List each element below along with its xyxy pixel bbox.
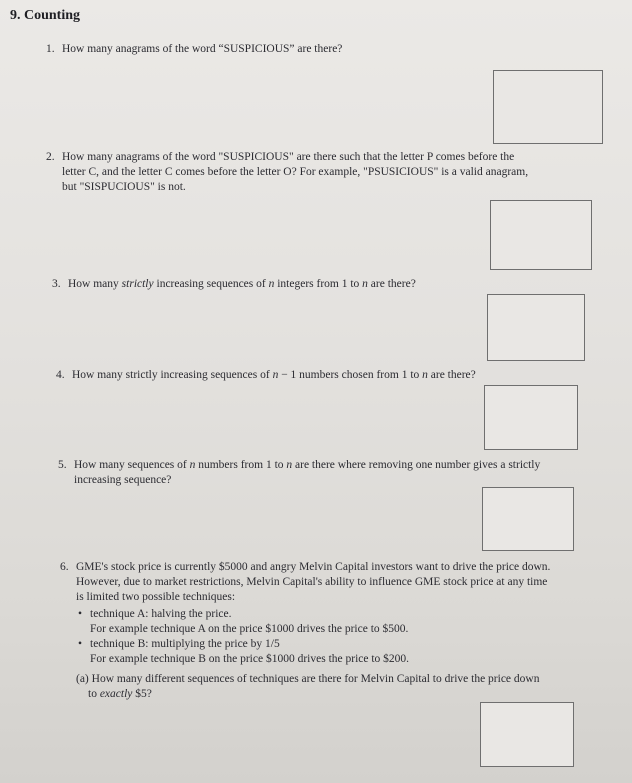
question-2-line-1: How many anagrams of the word "SUSPICIOUS" are there such that the letter P comes before the [62, 151, 515, 163]
technique-b-item [78, 637, 600, 667]
question-3-text-mid2: integers from 1 to [274, 278, 363, 290]
answer-box-2[interactable] [490, 200, 592, 270]
question-5-text-pre: How many sequences of [74, 459, 190, 471]
question-1-number: 1. [46, 43, 55, 55]
question-3-text-pre: How many [68, 278, 122, 290]
technique-b-title: • technique B: multiplying the price by 1/5 [90, 638, 280, 650]
question-3-var-n-2: n [362, 278, 368, 290]
section-title [10, 8, 80, 24]
question-6-part-a [60, 672, 600, 702]
question-3-emphasis: strictly [121, 278, 154, 290]
question-3-text-post: are there? [367, 278, 416, 290]
question-4-number: 4. [56, 369, 65, 381]
part-a-line-1: How many different sequences of techniques are there for Melvin Capital to drive the price down [91, 673, 540, 685]
question-3 [52, 277, 492, 292]
question-2-line-3: but "SISPUCIOUS" is not. [62, 181, 186, 193]
question-2 [46, 150, 606, 195]
question-2-line-2: letter C, and the letter C comes before the letter O? For example, "PSUSICIOUS" is a valid anagram, [62, 166, 529, 178]
technique-a-title: • technique A: halving the price. [90, 608, 232, 620]
question-5-var-n-2: n [286, 459, 293, 471]
question-3-text-mid: increasing sequences of [153, 278, 269, 290]
question-1-text: How many anagrams of the word “SUSPICIOUS” are there? [62, 43, 343, 55]
question-5-text-mid: numbers from 1 to [195, 459, 287, 471]
question-5 [58, 458, 598, 488]
question-5-var-n: n [189, 459, 196, 471]
answer-box-1[interactable] [493, 70, 603, 144]
question-6 [60, 560, 600, 702]
question-4-text-mid: − 1 numbers chosen from 1 to [278, 369, 423, 381]
question-4-var-n-2: n [422, 369, 428, 381]
question-3-var-n: n [268, 278, 275, 290]
part-a-text-post: $5? [132, 688, 152, 700]
technique-b-example: For example technique B on the price $1000 drives the price to $200. [90, 653, 410, 665]
question-5-text-post: are there where removing one number gives a strictly [292, 459, 541, 471]
question-6-line-3: is limited two possible techniques: [76, 591, 236, 603]
question-4-text-post: are there? [427, 369, 476, 381]
technique-a-example: For example technique A on the price $1000 drives the price to $500. [90, 623, 409, 635]
section-title-text: Counting [24, 8, 81, 23]
question-2-number: 2. [46, 151, 55, 163]
answer-box-6a[interactable] [480, 702, 574, 767]
technique-a-item [78, 607, 600, 637]
question-1 [46, 42, 466, 57]
part-a-label: (a) [76, 673, 89, 685]
answer-box-4[interactable] [484, 385, 578, 450]
question-6-line-1: GME's stock price is currently $5000 and angry Melvin Capital investors want to drive the price down. [76, 561, 551, 573]
section-number: 9. [10, 8, 21, 23]
question-6-line-2: However, due to market restrictions, Melvin Capital's ability to influence GME stock price at any time [76, 576, 548, 588]
question-5-line-2: increasing sequence? [74, 474, 172, 486]
question-6-number: 6. [60, 561, 69, 573]
question-4-var-n: n [272, 369, 279, 381]
question-5-number: 5. [58, 459, 67, 471]
question-4-text-pre: How many strictly increasing sequences of [72, 369, 273, 381]
answer-box-3[interactable] [487, 294, 585, 361]
answer-box-5[interactable] [482, 487, 574, 551]
part-a-emphasis: exactly [99, 688, 133, 700]
question-4 [56, 368, 526, 383]
question-3-number: 3. [52, 278, 61, 290]
techniques-list [78, 607, 600, 667]
part-a-text-pre: to [88, 688, 100, 700]
